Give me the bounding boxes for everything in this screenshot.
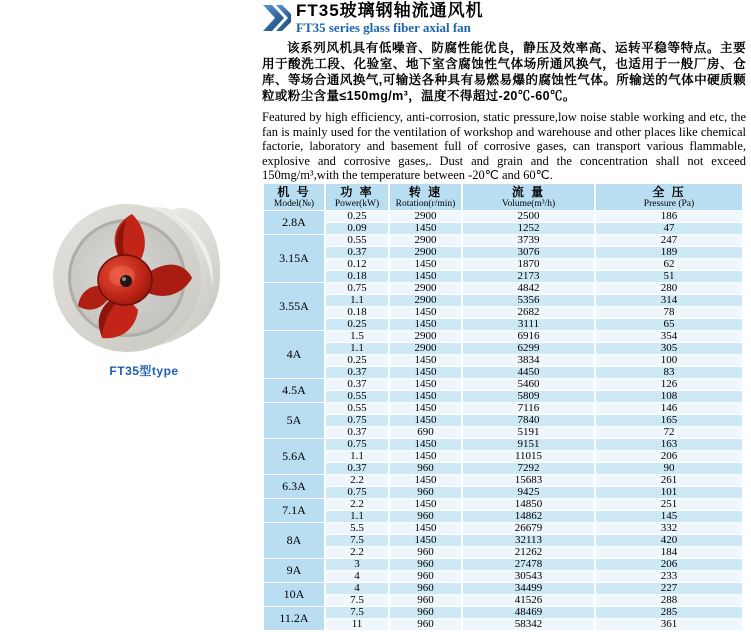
cell-power: 0.37 (326, 379, 388, 390)
cell-volume: 6916 (463, 331, 594, 342)
table-row (264, 607, 742, 618)
col-header-volume: 流 量 Volume(m³/h) (463, 184, 594, 210)
col-header-rotation: 转 速 Rotation(r/min) (390, 184, 461, 210)
table-row (264, 619, 742, 630)
table-row (264, 487, 742, 498)
table-row (264, 511, 742, 522)
cell-pressure: 165 (596, 415, 742, 426)
cell-rotation: 2900 (390, 295, 461, 306)
cell-rotation: 2900 (390, 211, 461, 222)
spec-table (262, 183, 744, 631)
cell-volume: 5191 (463, 427, 594, 438)
cell-power: 4 (326, 571, 388, 582)
table-row (264, 547, 742, 558)
table-row (264, 499, 742, 510)
cell-volume: 6299 (463, 343, 594, 354)
cell-pressure: 78 (596, 307, 742, 318)
cell-rotation: 2900 (390, 343, 461, 354)
cell-power: 2.2 (326, 475, 388, 486)
cell-pressure: 163 (596, 439, 742, 450)
table-row (264, 283, 742, 294)
cell-power: 0.09 (326, 223, 388, 234)
table-row (264, 463, 742, 474)
cell-volume: 5356 (463, 295, 594, 306)
cell-pressure: 227 (596, 583, 742, 594)
cell-model: 2.8A (264, 211, 324, 234)
cell-power: 11 (326, 619, 388, 630)
cell-volume: 7116 (463, 403, 594, 414)
col-header-pressure: 全 压 Pressure (Pa) (596, 184, 742, 210)
cell-power: 0.55 (326, 235, 388, 246)
cell-volume: 5460 (463, 379, 594, 390)
cell-power: 0.37 (326, 247, 388, 258)
cell-rotation: 1450 (390, 439, 461, 450)
cell-pressure: 305 (596, 343, 742, 354)
cell-rotation: 960 (390, 583, 461, 594)
table-row (264, 415, 742, 426)
cell-volume: 2682 (463, 307, 594, 318)
table-row (264, 343, 742, 354)
table-row (264, 475, 742, 486)
cell-rotation: 1450 (390, 403, 461, 414)
cell-volume: 3834 (463, 355, 594, 366)
table-row (264, 583, 742, 594)
content-column (262, 1, 746, 630)
cell-model: 4.5A (264, 379, 324, 402)
cell-power: 3 (326, 559, 388, 570)
cell-power: 0.37 (326, 427, 388, 438)
cell-pressure: 288 (596, 595, 742, 606)
table-row (264, 595, 742, 606)
cell-model: 9A (264, 559, 324, 582)
cell-volume: 7292 (463, 463, 594, 474)
cell-volume: 41526 (463, 595, 594, 606)
cell-power: 0.55 (326, 391, 388, 402)
cell-power: 5.5 (326, 523, 388, 534)
cell-pressure: 354 (596, 331, 742, 342)
cell-model: 10A (264, 583, 324, 606)
cell-rotation: 960 (390, 559, 461, 570)
cell-volume: 7840 (463, 415, 594, 426)
cell-pressure: 189 (596, 247, 742, 258)
cell-volume: 4450 (463, 367, 594, 378)
table-row (264, 223, 742, 234)
page-title: FT35玻璃钢轴流通风机 (296, 1, 484, 20)
cell-volume: 1870 (463, 259, 594, 270)
table-row (264, 235, 742, 246)
cell-power: 7.5 (326, 595, 388, 606)
cell-model: 7.1A (264, 499, 324, 522)
double-chevron-right-icon (262, 3, 292, 33)
intro-paragraph-en: Featured by high efficiency, anti-corrosion, static pressure,low noise stable working and etc, the fan is mainly used for the ventilation of workshop and warehouse and other places like chemical factorie, laboratory and basement full of corrosive gases, can transport various flammable, explosive and corrosive gases,. Dust and grain and the concentration shall not exceed 150mg/m³,with the temperature between -20℃ and 60℃. (262, 110, 746, 183)
cell-volume: 48469 (463, 607, 594, 618)
cell-rotation: 690 (390, 427, 461, 438)
cell-power: 1.1 (326, 451, 388, 462)
cell-volume: 26679 (463, 523, 594, 534)
table-row (264, 571, 742, 582)
cell-volume: 11015 (463, 451, 594, 462)
cell-volume: 9151 (463, 439, 594, 450)
cell-volume: 27478 (463, 559, 594, 570)
cell-pressure: 206 (596, 559, 742, 570)
cell-rotation: 1450 (390, 355, 461, 366)
cell-volume: 3739 (463, 235, 594, 246)
cell-pressure: 184 (596, 547, 742, 558)
cell-volume: 58342 (463, 619, 594, 630)
cell-power: 1.1 (326, 511, 388, 522)
cell-pressure: 90 (596, 463, 742, 474)
cell-rotation: 1450 (390, 499, 461, 510)
cell-volume: 34499 (463, 583, 594, 594)
cell-rotation: 1450 (390, 223, 461, 234)
cell-power: 1.1 (326, 295, 388, 306)
cell-pressure: 65 (596, 319, 742, 330)
table-row (264, 247, 742, 258)
cell-volume: 14850 (463, 499, 594, 510)
cell-volume: 9425 (463, 487, 594, 498)
cell-rotation: 2900 (390, 247, 461, 258)
cell-pressure: 146 (596, 403, 742, 414)
cell-pressure: 206 (596, 451, 742, 462)
cell-power: 0.12 (326, 259, 388, 270)
cell-power: 0.55 (326, 403, 388, 414)
cell-power: 0.25 (326, 355, 388, 366)
cell-rotation: 2900 (390, 235, 461, 246)
cell-pressure: 261 (596, 475, 742, 486)
cell-rotation: 1450 (390, 451, 461, 462)
cell-power: 0.37 (326, 367, 388, 378)
cell-model: 8A (264, 523, 324, 558)
cell-power: 0.75 (326, 439, 388, 450)
table-row (264, 355, 742, 366)
cell-rotation: 1450 (390, 523, 461, 534)
cell-rotation: 1450 (390, 319, 461, 330)
cell-pressure: 83 (596, 367, 742, 378)
cell-rotation: 960 (390, 595, 461, 606)
cell-rotation: 1450 (390, 271, 461, 282)
cell-volume: 5809 (463, 391, 594, 402)
table-row (264, 535, 742, 546)
table-row (264, 439, 742, 450)
cell-model: 4A (264, 331, 324, 378)
table-row (264, 391, 742, 402)
cell-rotation: 960 (390, 511, 461, 522)
cell-pressure: 233 (596, 571, 742, 582)
cell-pressure: 361 (596, 619, 742, 630)
cell-pressure: 51 (596, 271, 742, 282)
axial-fan-illustration (52, 200, 222, 358)
cell-power: 0.75 (326, 487, 388, 498)
cell-power: 1.1 (326, 343, 388, 354)
cell-pressure: 186 (596, 211, 742, 222)
cell-power: 2.2 (326, 499, 388, 510)
table-row (264, 271, 742, 282)
cell-rotation: 960 (390, 547, 461, 558)
cell-model: 3.15A (264, 235, 324, 282)
cell-model: 3.55A (264, 283, 324, 330)
table-row (264, 559, 742, 570)
cell-pressure: 280 (596, 283, 742, 294)
cell-power: 4 (326, 583, 388, 594)
cell-volume: 15683 (463, 475, 594, 486)
table-row (264, 211, 742, 222)
cell-power: 1.5 (326, 331, 388, 342)
cell-model: 6.3A (264, 475, 324, 498)
cell-volume: 1252 (463, 223, 594, 234)
cell-pressure: 285 (596, 607, 742, 618)
table-row (264, 367, 742, 378)
cell-rotation: 960 (390, 619, 461, 630)
cell-rotation: 960 (390, 487, 461, 498)
col-header-power: 功 率 Power(kW) (326, 184, 388, 210)
cell-volume: 4842 (463, 283, 594, 294)
cell-rotation: 960 (390, 571, 461, 582)
cell-pressure: 420 (596, 535, 742, 546)
cell-volume: 14862 (463, 511, 594, 522)
cell-power: 0.18 (326, 271, 388, 282)
cell-pressure: 251 (596, 499, 742, 510)
table-row (264, 319, 742, 330)
table-row (264, 379, 742, 390)
cell-volume: 32113 (463, 535, 594, 546)
table-row (264, 331, 742, 342)
title-block (262, 2, 746, 35)
table-row (264, 427, 742, 438)
col-header-model: 机 号 Model(№) (264, 184, 324, 210)
cell-model: 11.2A (264, 607, 324, 630)
table-row (264, 307, 742, 318)
table-row (264, 403, 742, 414)
intro-paragraph-zh: 该系列风机具有低噪音、防腐性能优良，静压及效率高、运转平稳等特点。主要用于酸洗工段、化验室、地下室含腐蚀性气体场所通风换气，也适用于一般厂房、仓库、等场合通风换气,可输送各种具有易燃易爆的腐蚀性气体。所输送的气体中硬质颗粒或粉尘含量≤150mg/m³，温度不得超过-20℃-60℃。 (262, 41, 746, 103)
cell-rotation: 1450 (390, 415, 461, 426)
cell-rotation: 1450 (390, 367, 461, 378)
cell-pressure: 47 (596, 223, 742, 234)
table-row (264, 451, 742, 462)
cell-power: 0.75 (326, 283, 388, 294)
cell-rotation: 1450 (390, 379, 461, 390)
cell-power: 0.25 (326, 319, 388, 330)
cell-pressure: 62 (596, 259, 742, 270)
cell-volume: 2173 (463, 271, 594, 282)
cell-rotation: 2900 (390, 283, 461, 294)
cell-volume: 2500 (463, 211, 594, 222)
cell-power: 0.25 (326, 211, 388, 222)
cell-power: 7.5 (326, 607, 388, 618)
cell-power: 0.18 (326, 307, 388, 318)
cell-pressure: 332 (596, 523, 742, 534)
cell-rotation: 1450 (390, 307, 461, 318)
cell-power: 0.37 (326, 463, 388, 474)
table-row (264, 259, 742, 270)
cell-pressure: 247 (596, 235, 742, 246)
table-row (264, 295, 742, 306)
cell-pressure: 72 (596, 427, 742, 438)
cell-volume: 21262 (463, 547, 594, 558)
cell-rotation: 1450 (390, 259, 461, 270)
cell-power: 0.75 (326, 415, 388, 426)
cell-volume: 30543 (463, 571, 594, 582)
cell-rotation: 960 (390, 463, 461, 474)
cell-volume: 3111 (463, 319, 594, 330)
cell-rotation: 960 (390, 607, 461, 618)
cell-pressure: 126 (596, 379, 742, 390)
cell-rotation: 2900 (390, 331, 461, 342)
cell-model: 5A (264, 403, 324, 438)
cell-pressure: 101 (596, 487, 742, 498)
table-header-row (264, 184, 742, 210)
cell-pressure: 145 (596, 511, 742, 522)
cell-rotation: 1450 (390, 535, 461, 546)
cell-rotation: 1450 (390, 391, 461, 402)
photo-caption: FT35型type (109, 364, 179, 378)
cell-pressure: 100 (596, 355, 742, 366)
cell-pressure: 314 (596, 295, 742, 306)
cell-power: 7.5 (326, 535, 388, 546)
axial-fan-photo (52, 200, 222, 358)
cell-rotation: 1450 (390, 475, 461, 486)
title-texts (296, 2, 484, 35)
cell-volume: 3076 (463, 247, 594, 258)
page-subtitle: FT35 series glass fiber axial fan (296, 20, 471, 35)
cell-power: 2.2 (326, 547, 388, 558)
cell-pressure: 108 (596, 391, 742, 402)
table-row (264, 523, 742, 534)
cell-model: 5.6A (264, 439, 324, 474)
